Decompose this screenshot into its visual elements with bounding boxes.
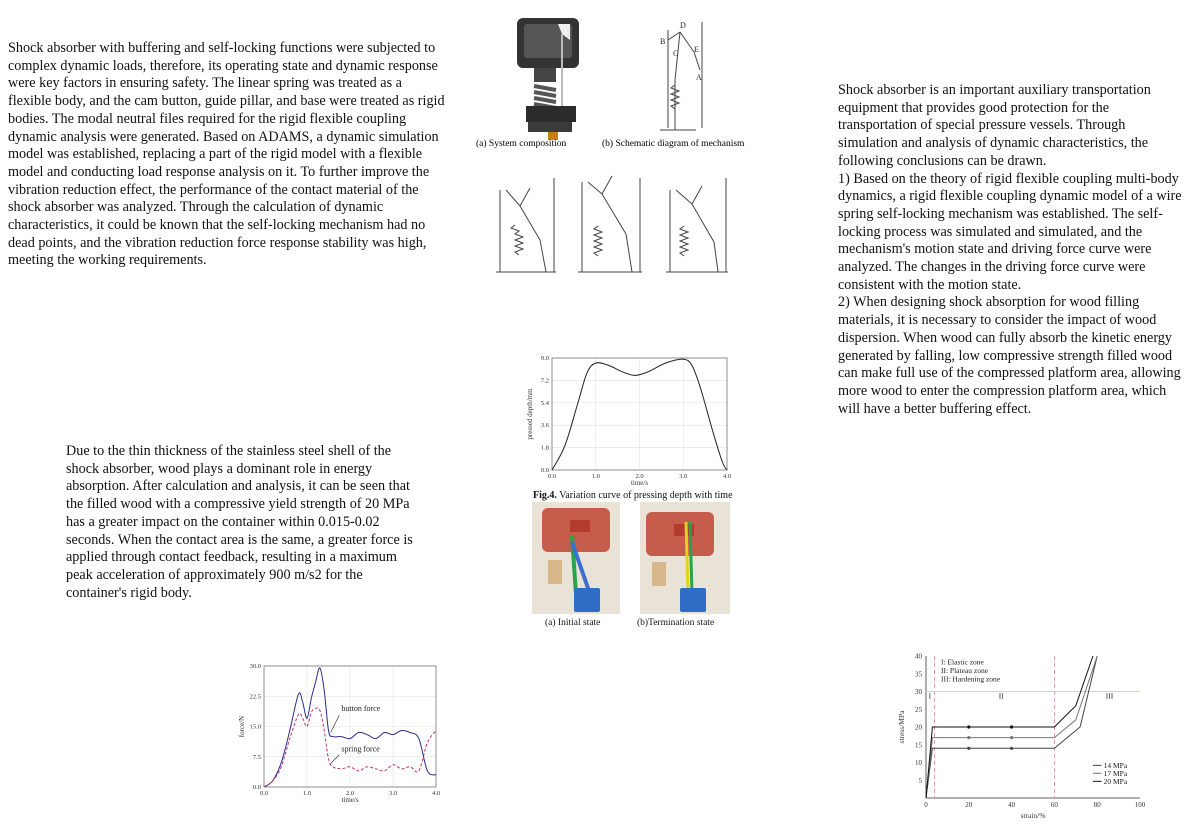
zone-legend-elastic: I: Elastic zone: [940, 657, 984, 667]
y-axis-label: force/N: [238, 715, 246, 738]
button-force-pointer: [331, 715, 340, 732]
x-tick-label: 0.0: [547, 473, 557, 480]
x-axis-label: time/s: [630, 479, 649, 487]
zone-legend-hardening: III: Hardening zone: [940, 674, 1001, 684]
caption-fig-text: Variation curve of pressing depth with time: [556, 490, 733, 501]
y-tick-label: 25: [915, 705, 922, 714]
schematic-labels: [660, 21, 702, 82]
y-tick-label: 35: [915, 670, 922, 679]
x-tick-label: 100: [1134, 801, 1146, 809]
x-axis-label: time/s: [341, 796, 359, 804]
spring-force-pointer: [331, 755, 340, 764]
x-tick-label: 4.0: [431, 790, 441, 797]
x-tick-label: 2.0: [635, 473, 644, 480]
stage-1: [496, 178, 556, 272]
series-marker-2: [1010, 725, 1013, 728]
legend-entry-2: 20 MPa: [1103, 776, 1128, 786]
caption-fig-number: Fig.4.: [533, 490, 557, 501]
label-b: B: [660, 37, 666, 46]
x-tick-label: 3.0: [388, 790, 398, 797]
y-tick-label: 15.0: [249, 723, 261, 731]
region-label-2: II: [998, 691, 1004, 701]
x-tick-label: 3.0: [679, 473, 688, 480]
button-force-annotation: button force: [341, 704, 381, 714]
stress-strain-chart: [890, 650, 1160, 822]
force-chart: [232, 660, 447, 810]
initial-state-render: [532, 502, 620, 614]
x-tick-label: 20: [965, 801, 973, 809]
y-tick-label: 0.0: [252, 784, 261, 791]
region-label-3: III: [1105, 691, 1114, 701]
mechanism-drawing: [470, 10, 760, 280]
pressing-depth-caption: [533, 490, 733, 501]
label-d: D: [680, 21, 686, 30]
y-tick-label: 7.5: [252, 753, 261, 761]
y-tick-label: 40: [915, 652, 922, 661]
caption-schematic: (b) Schematic diagram of mechanism: [602, 139, 745, 149]
system-composition-render: [517, 18, 579, 140]
series-marker-0: [967, 747, 970, 750]
x-tick-label: 80: [1093, 801, 1101, 809]
y-tick-label: 20: [915, 723, 922, 732]
y-tick-label: 30: [915, 688, 922, 696]
mechanism-figure: [470, 10, 760, 280]
intro-paragraph: Shock absorber with buffering and self-locking functions were subjected to complex dynamic loads, therefore, its operating state and dynamic response were key factors in ensuring safety. The linear spring was treated as a flexible body, and the cam button, guide pillar, and base were treated as rigid bodies. The modal neutral files required for the rigid flexible coupling dynamic analysis were generated. Based on ADAMS, a dynamic simulation model was established, replacing a part of the rigid model with a flexible model and conducting load response analysis on it. To further improve the vibration reduction effect, the performance of the contact material of the shock absorber was analyzed. Through the calculation of dynamic characteristics, it could be known that the self-locking mechanism had no dead points, and the vibration reduction force response stability was high, meeting the working requirements.: [8, 40, 445, 269]
region-label-1: I: [928, 691, 932, 701]
x-tick-label: 60: [1050, 801, 1058, 809]
termination-state-render: [640, 502, 730, 614]
x-tick-label: 1.0: [302, 790, 312, 797]
state-renders: [530, 502, 735, 630]
conclusion-paragraph: Shock absorber is an important auxiliary transportation equipment that provides good protection for the transportation of special pressure vessels. Through simulation and analysis of dynamic characteristics, the following conclusions can be drawn. 1) Based on the theory of rigid flexible coupling multi-body dynamics, a rigid flexible coupling dynamic model of a wire spring self-locking mechanism was established. The self-locking process was simulated and simulated, and the mechanism's motion state and driving force curve were analyzed. The changes in the driving force curve were consistent with the motion state. 2) When designing shock absorption for wood filling materials, it is necessary to consider the impact of wood dispersion. When wood can fully absorb the kinetic energy generated by falling, low compressive strength filled wood can make full use of the compressed platform area, allowing more wood to enter the compression platform area, which will have a better buffering effect.: [838, 82, 1182, 417]
caption-initial-state: (a) Initial state: [545, 618, 601, 628]
y-tick-label: 15: [915, 741, 922, 750]
series-marker-1: [967, 736, 970, 739]
stage-2: [578, 176, 642, 272]
series-marker-0: [1010, 747, 1013, 750]
y-tick-label: 30.0: [249, 663, 261, 670]
label-e: E: [694, 45, 699, 54]
spring-force-annotation: spring force: [341, 744, 380, 754]
series-marker-2: [967, 725, 970, 728]
caption-system-composition: (a) System composition: [476, 139, 567, 149]
stress-strain-figure: [890, 650, 1160, 822]
state-figure: [530, 502, 735, 630]
x-tick-label: 0: [924, 801, 928, 809]
pressing-depth-chart: [520, 350, 750, 505]
legend-entry-1: 17 MPa: [1103, 768, 1128, 778]
x-tick-label: 40: [1008, 801, 1016, 809]
y-axis-label: stress/MPa: [897, 710, 906, 744]
motion-stages: [496, 176, 728, 272]
y-tick-label: 9.0: [540, 355, 549, 362]
force-figure: [232, 660, 447, 810]
x-tick-label: 0.0: [259, 790, 269, 797]
series-marker-1: [1010, 736, 1013, 739]
zone-legend-plateau: II: Plateau zone: [940, 666, 989, 676]
label-c: C: [673, 49, 679, 58]
y-tick-label: 1.8: [540, 444, 549, 452]
y-tick-label: 10: [915, 759, 922, 767]
y-tick-label: 7.2: [540, 377, 549, 385]
y-tick-label: 22.5: [249, 693, 261, 701]
pressing-depth-figure: [520, 350, 750, 505]
x-axis-label: strain/%: [1020, 811, 1046, 820]
wood-paragraph: Due to the thin thickness of the stainless steel shell of the shock absorber, wood plays a dominant role in energy absorption. After calculation and analysis, it can be seen that the filled wood with a compressive yield strength of 20 MPa has a greater impact on the container within 0.015-0.02 seconds. When the contact area is the same, a greater force is applied through contact feedback, resulting in a maximum peak acceleration of approximately 900 m/s2 for the container's rigid body.: [66, 443, 413, 601]
y-tick-label: 5.4: [540, 399, 549, 407]
y-axis-label: pressed depth/mm: [526, 388, 534, 440]
y-tick-label: 5: [918, 776, 922, 785]
y-tick-label: 3.6: [540, 422, 549, 430]
x-tick-label: 4.0: [722, 473, 732, 480]
legend-entry-0: 14 MPa: [1103, 760, 1128, 770]
stage-3: [666, 178, 728, 272]
y-tick-label: 0.0: [540, 467, 549, 474]
x-tick-label: 1.0: [591, 473, 600, 480]
caption-termination-state: (b)Termination state: [637, 618, 715, 628]
x-tick-label: 2.0: [345, 790, 355, 797]
label-a: A: [696, 73, 702, 82]
